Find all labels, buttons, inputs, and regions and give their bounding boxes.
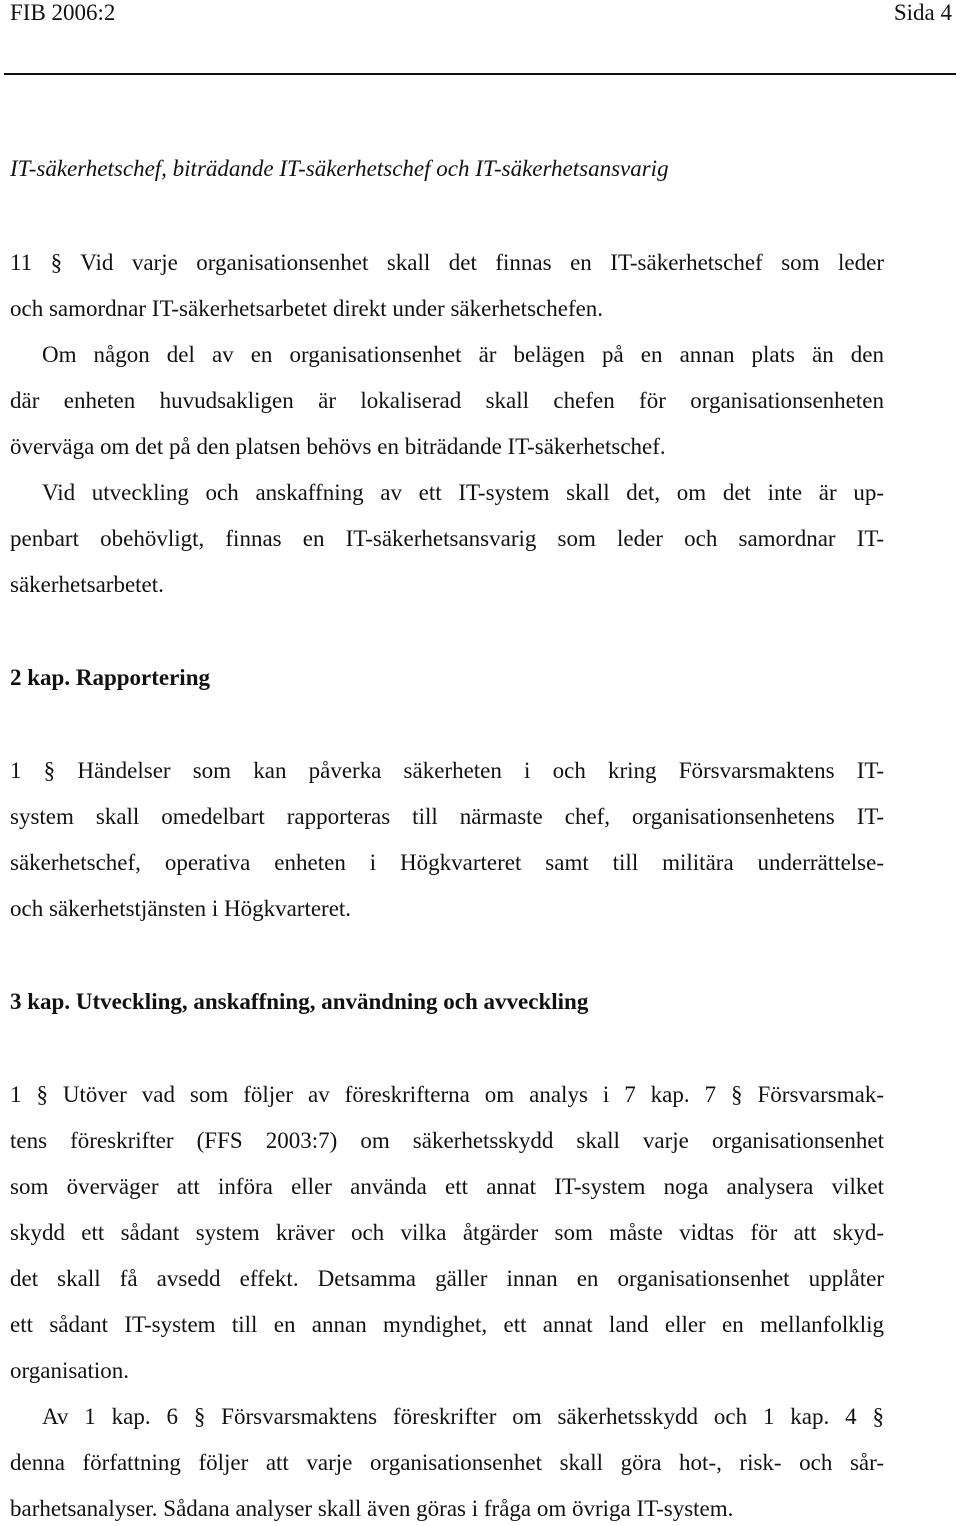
paragraph-line: denna författning följer att varje organisationsenhet skall göra hot-, risk- och sår- — [10, 1450, 884, 1475]
paragraph-line: 1 § Utöver vad som följer av föreskrifterna om analys i 7 kap. 7 § Försvarsmak- — [10, 1082, 884, 1107]
chapter-heading: 3 kap. Utveckling, anskaffning, användning och avveckling — [10, 989, 589, 1014]
paragraph-line: tens föreskrifter (FFS 2003:7) om säkerhetsskydd skall varje organisationsenhet — [10, 1128, 884, 1153]
paragraph-line: penbart obehövligt, finnas en IT-säkerhetsansvarig som leder och samordnar IT- — [10, 526, 884, 551]
paragraph-line: säkerhetschef, operativa enheten i Högkvarteret samt till militära underrättelse- — [10, 850, 884, 875]
paragraph-line: som överväger att införa eller använda ett annat IT-system noga analysera vilket — [10, 1174, 884, 1199]
header-document-id: FIB 2006:2 — [10, 0, 116, 25]
paragraph-line: där enheten huvudsakligen är lokaliserad skall chefen för organisationsenheten — [10, 388, 884, 413]
paragraph-line: organisation. — [10, 1358, 130, 1383]
paragraph-line: och samordnar IT-säkerhetsarbetet direkt under säkerhetschefen. — [10, 296, 604, 321]
header-page-number: Sida 4 — [893, 0, 952, 25]
paragraph-line: system skall omedelbart rapporteras till närmaste chef, organisationsenhetens IT- — [10, 804, 884, 829]
paragraph-line: överväga om det på den platsen behövs en biträdande IT-säkerhetschef. — [10, 434, 666, 459]
chapter-heading: 2 kap. Rapportering — [10, 665, 210, 690]
paragraph-line: ett sådant IT-system till en annan myndighet, ett annat land eller en mellanfolklig — [10, 1312, 884, 1337]
header-divider — [4, 73, 956, 75]
paragraph-line: 1 § Händelser som kan påverka säkerheten i och kring Försvarsmaktens IT- — [10, 758, 884, 783]
paragraph-line: 11 § Vid varje organisationsenhet skall det finnas en IT-säkerhetschef som leder — [10, 250, 884, 275]
paragraph-line: skydd ett sådant system kräver och vilka åtgärder som måste vidtas för att skyd- — [10, 1220, 884, 1245]
paragraph-line: Om någon del av en organisationsenhet är belägen på en annan plats än den — [42, 342, 884, 367]
paragraph-line: det skall få avsedd effekt. Detsamma gäller innan en organisationsenhet upplåter — [10, 1266, 884, 1291]
paragraph-line: Av 1 kap. 6 § Försvarsmaktens föreskrifter om säkerhetsskydd och 1 kap. 4 § — [42, 1404, 884, 1429]
section-title: IT-säkerhetschef, biträdande IT-säkerhetschef och IT-säkerhetsansvarig — [10, 156, 669, 181]
paragraph-line: och säkerhetstjänsten i Högkvarteret. — [10, 896, 352, 921]
paragraph-line: Vid utveckling och anskaffning av ett IT-system skall det, om det inte är up- — [42, 480, 884, 505]
paragraph-line: barhetsanalyser. Sådana analyser skall även göras i fråga om övriga IT-system. — [10, 1496, 734, 1521]
paragraph-line: säkerhetsarbetet. — [10, 572, 164, 597]
